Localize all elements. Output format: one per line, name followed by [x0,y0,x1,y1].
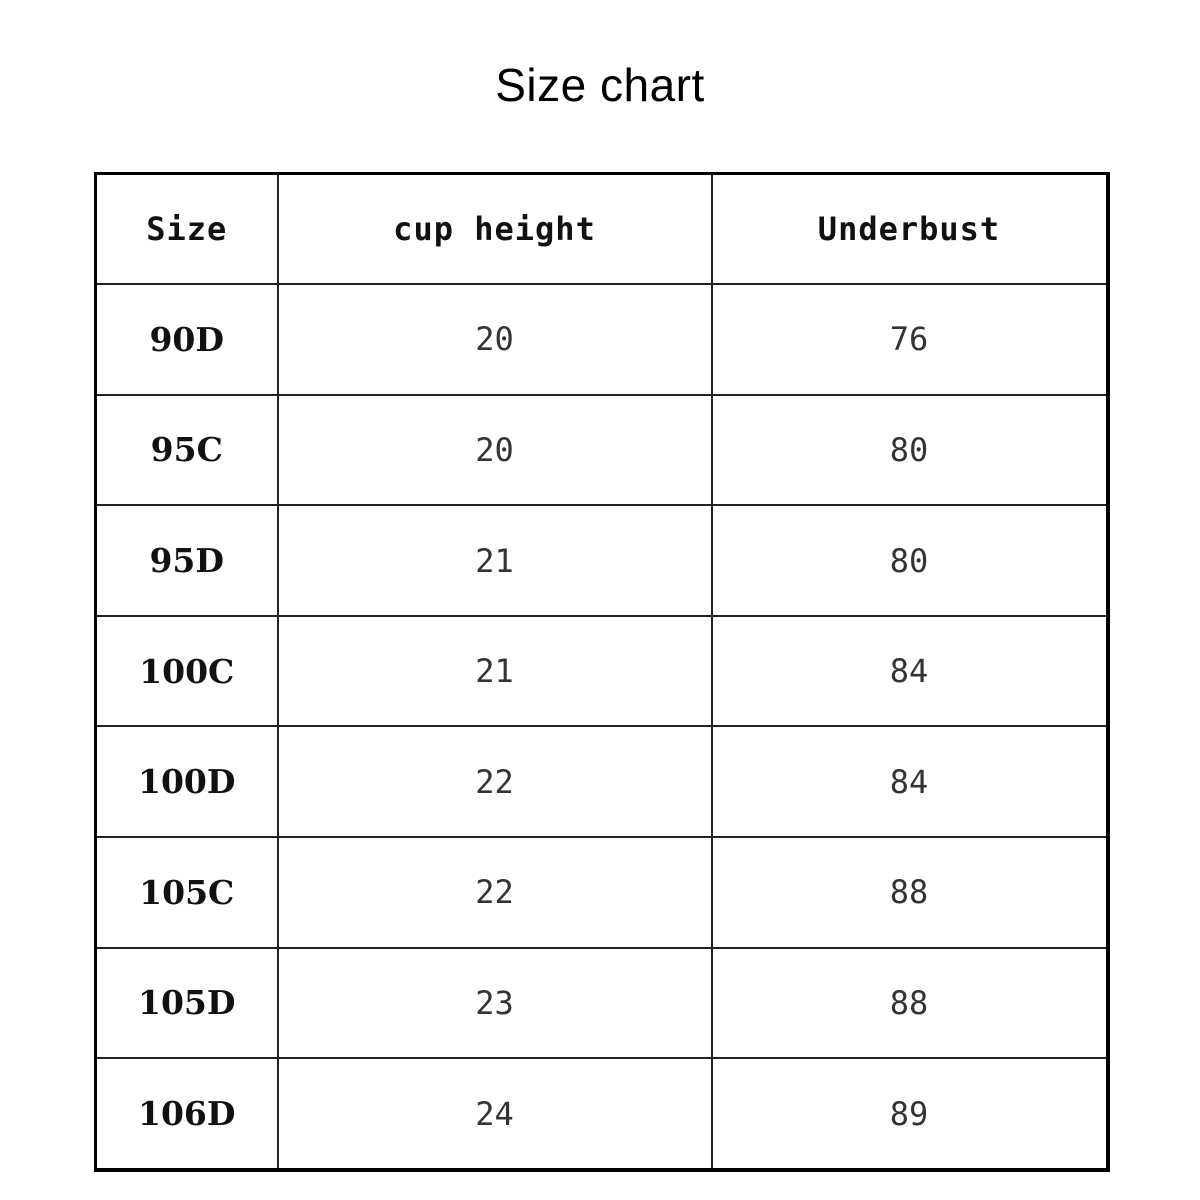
underbust-cell: 89 [712,1058,1108,1170]
underbust-cell: 80 [712,395,1108,506]
cup-height-cell: 21 [278,616,712,727]
size-cell: 106D [96,1058,278,1170]
underbust-cell: 76 [712,284,1108,395]
table-row [96,284,1108,395]
table-row [96,1058,1108,1170]
cup-height-cell: 22 [278,837,712,948]
cup-height-cell: 20 [278,284,712,395]
size-cell: 95D [96,505,278,616]
cup-height-cell: 23 [278,948,712,1059]
size-table [94,172,1110,1172]
header-row [96,174,1108,285]
size-cell: 90D [96,284,278,395]
table-row [96,837,1108,948]
underbust-cell: 88 [712,948,1108,1059]
page-title: Size chart [495,59,705,111]
header-cup-height: cup height [278,174,712,285]
table-row [96,505,1108,616]
underbust-cell: 80 [712,505,1108,616]
table-row [96,948,1108,1059]
underbust-cell: 84 [712,726,1108,837]
size-cell: 105C [96,837,278,948]
table-row [96,726,1108,837]
table-row [96,616,1108,727]
table-row [96,395,1108,506]
size-cell: 95C [96,395,278,506]
header-underbust: Underbust [712,174,1108,285]
size-cell: 100C [96,616,278,727]
cup-height-cell: 24 [278,1058,712,1170]
cup-height-cell: 21 [278,505,712,616]
cup-height-cell: 22 [278,726,712,837]
underbust-cell: 88 [712,837,1108,948]
cup-height-cell: 20 [278,395,712,506]
size-cell: 100D [96,726,278,837]
size-cell: 105D [96,948,278,1059]
header-size: Size [96,174,278,285]
underbust-cell: 84 [712,616,1108,727]
